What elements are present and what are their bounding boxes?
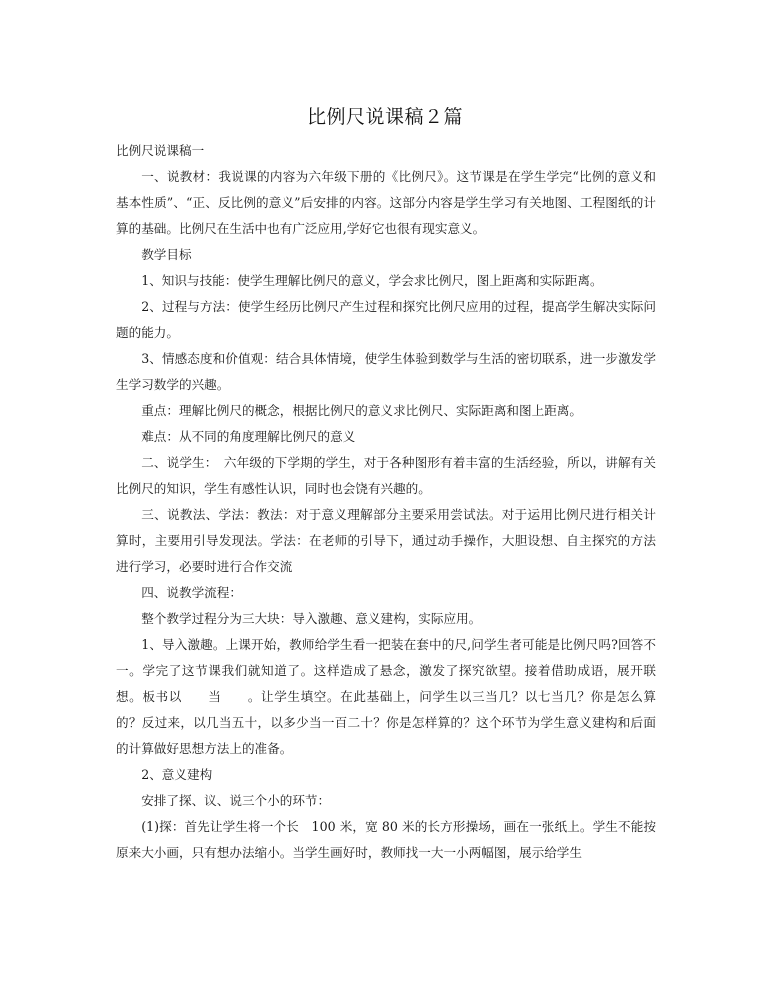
- subtitle: 比例尺说课稿一: [116, 143, 205, 158]
- section-heading-meaning: 2、意义建构: [141, 767, 213, 782]
- section-heading-process: 四、说教学流程：: [141, 585, 242, 600]
- paragraph-process-overview: 整个教学过程分为三大块：导入激趣、意义建构，实际应用。: [141, 611, 482, 626]
- paragraph-students: 二、说学生： 六年级的下学期的学生，对于各种图形有着丰富的生活经验，所以，讲解有关比例尺的知识，学生有感性认识，同时也会饶有兴趣的。: [116, 455, 656, 496]
- paragraph-explore: (1)探：首先让学生将一个长 100 米，宽 80 米的长方形操场，画在一张纸上。学生不能按原来大小画，只有想办法缩小。当学生画好时，教师找一大一小两幅图，展示给学生: [116, 819, 656, 860]
- document-body: [116, 138, 656, 866]
- paragraph-difficulty: 难点：从不同的角度理解比例尺的意义: [141, 429, 356, 444]
- document-title: 比例尺说课稿２篇: [306, 106, 463, 128]
- paragraph-goal-knowledge: 1、知识与技能：使学生理解比例尺的意义，学会求比例尺，图上距离和实际距离。: [141, 273, 603, 288]
- paragraph-goal-process: 2、过程与方法：使学生经历比例尺产生过程和探究比例尺应用的过程，提高学生解决实际问题的能力。: [116, 299, 656, 340]
- paragraph-three-steps: 安排了探、议、说三个小的环节：: [141, 793, 331, 808]
- paragraph-methods: 三、说教法、学法：教法：对于意义理解部分主要采用尝试法。对于运用比例尺进行相关计算时，主要用引导发现法。学法：在老师的引导下，通过动手操作，大胆设想、自主探究的方法进行学习，必要时进行合作交流: [116, 507, 656, 574]
- paragraph-introduction: 1、导入激趣。上课开始，教师给学生看一把装在套中的尺,问学生者可能是比例尺吗?回答不一。学完了这节课我们就知道了。这样造成了悬念，激发了探究欲望。接着借助成语，展开联想。板书以 当 。让学生填空。在此基础上，问学生以三当几？以七当几？你是怎么算的？反过来，以几当五十，以多少当一百二十？你是怎样算的？这个环节为学生意义建构和后面的计算做好思想方法上的准备。: [116, 637, 656, 756]
- paragraph-goal-attitude: 3、情感态度和价值观：结合具体情境，使学生体验到数学与生活的密切联系，进一步激发学生学习数学的兴趣。: [116, 351, 656, 392]
- paragraph-teaching-material: 一、说教材：我说课的内容为六年级下册的《比例尺》。这节课是在学生学完“比例的意义和基本性质”、“正、反比例的意义”后安排的内容。这部分内容是学生学习有关地图、工程图纸的计算的基础。比例尺在生活中也有广泛应用,学好它也很有现实意义。: [116, 169, 656, 236]
- paragraph-key-point: 重点：理解比例尺的概念，根据比例尺的意义求比例尺、实际距离和图上距离。: [141, 403, 582, 418]
- section-heading-teaching-goals: 教学目标: [141, 247, 192, 262]
